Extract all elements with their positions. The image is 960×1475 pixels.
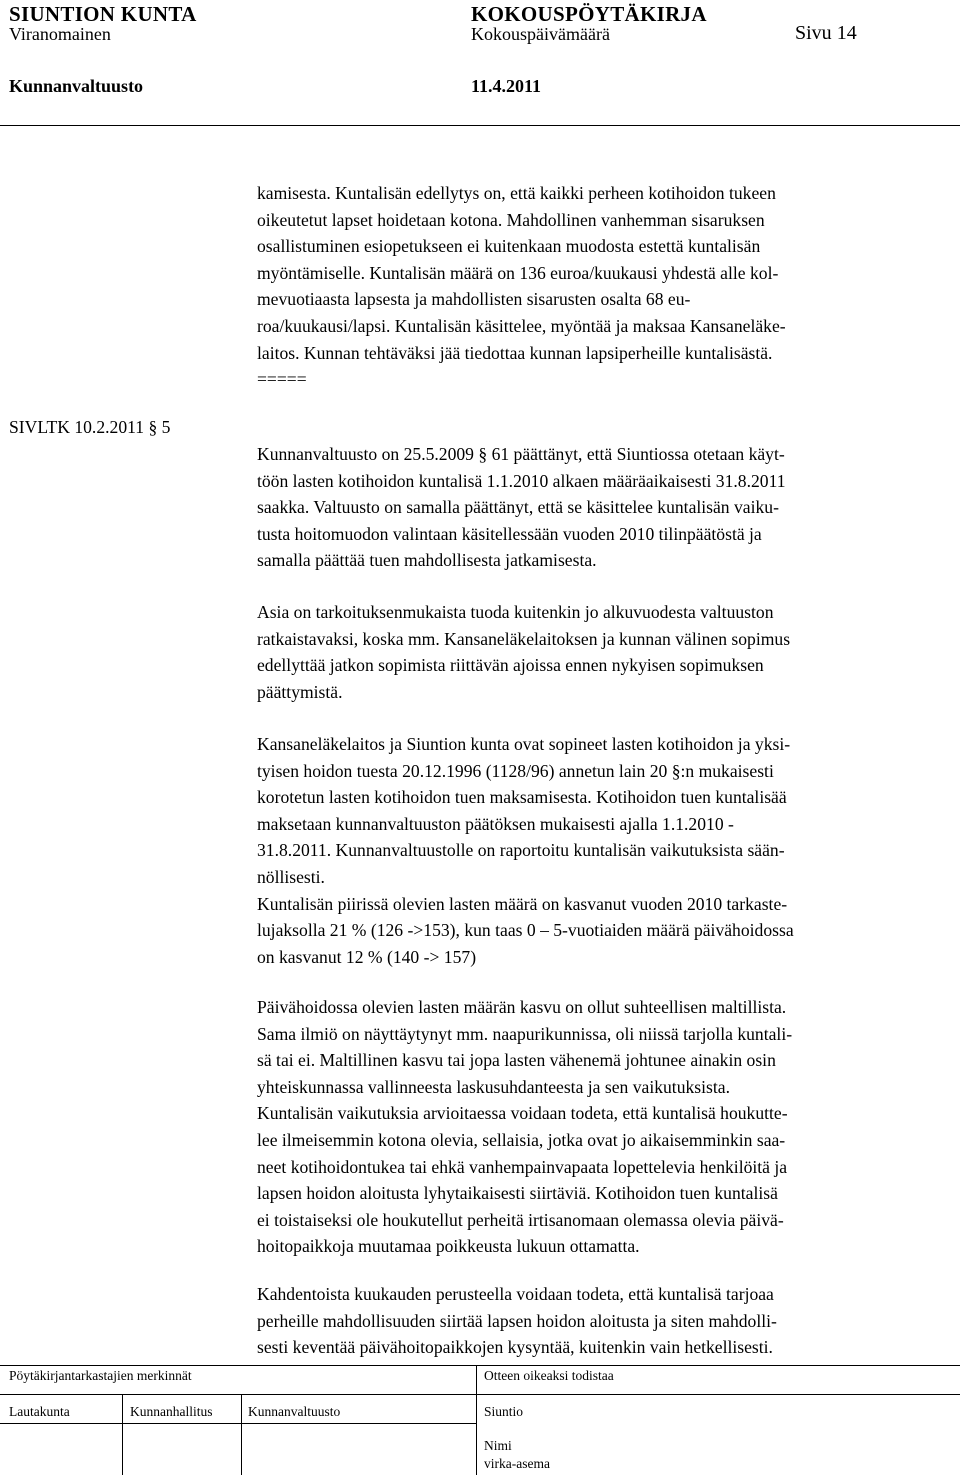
text-line: päättymistä. [257, 681, 343, 702]
text-line: ===== [257, 369, 307, 390]
paragraph-3 [257, 599, 947, 705]
section-reference: SIVLTK 10.2.2011 § 5 [9, 417, 171, 437]
text-line: lujaksolla 21 % (126 ->153), kun taas 0 – 5-vuotiaiden määrä päivähoidossa [257, 920, 794, 941]
footer-top-rule [0, 1365, 960, 1366]
footer-title-label: virka-asema [484, 1456, 550, 1471]
page-label: Sivu [795, 22, 832, 44]
paragraph-2 [257, 441, 947, 574]
text-line: Kunnanvaltuusto on 25.5.2009 § 61 päättänyt, että Siuntiossa otetaan käyt- [257, 444, 785, 464]
text-line: nöllisesti. [257, 866, 325, 887]
paragraph-5 [257, 994, 947, 1260]
text-line: oikeutetut lapset hoidetaan kotona. Mahdollinen vanhemman sisaruksen [257, 209, 765, 230]
text-line: osallistuminen esiopetukseen ei kuitenkaan muodosta estettä kuntalisän [257, 236, 761, 257]
meeting-date: 11.4.2011 [471, 76, 542, 96]
text-line: perheille mahdollisuuden siirtää lapsen hoidon aloitusta ja siten mahdolli- [257, 1310, 777, 1331]
text-line: Kahdentoista kuukauden perusteella voidaan todeta, että kuntalisä tarjoaa [257, 1284, 774, 1304]
footer-mid-rule [0, 1394, 960, 1395]
text-line: lapsen hoidon aloitusta lyhytaikaisesti siirtäviä. Kotihoidon tuen kuntalisä [257, 1183, 778, 1204]
footer-divider-2 [241, 1395, 242, 1475]
text-line: töön lasten kotihoidon kuntalisä 1.1.2010 alkaen määräaikaisesti 31.8.2011 [257, 470, 786, 491]
text-line: ratkaistavaksi, koska mm. Kansaneläkelaitoksen ja kunnan välinen sopimus [257, 628, 791, 649]
text-line: sä tai ei. Maltillinen kasvu tai jopa lasten vähenemä johtunee ainakin osin [257, 1050, 776, 1071]
text-line: yhteiskunnassa vallinneesta laskusuhdanteesta ja sen vaikutuksista. [257, 1076, 730, 1097]
text-line: Asia on tarkoituksenmukaista tuoda kuitenkin jo alkuvuodesta valtuuston [257, 602, 774, 622]
checkers-label: Pöytäkirjantarkastajien merkinnät [9, 1368, 192, 1383]
text-line: sesti keventää päivähoitopaikkojen kysyntää, kuitenkin vain hetkellisesti. [257, 1337, 773, 1358]
footer-divider-1 [122, 1395, 123, 1475]
header-divider [0, 125, 960, 126]
text-line: Kansaneläkelaitos ja Siuntion kunta ovat sopineet lasten kotihoidon ja yksi- [257, 734, 791, 754]
text-line: Kuntalisän vaikutuksia arvioitaessa voidaan todeta, että kuntalisä houkutte- [257, 1103, 788, 1124]
footer-divider-3 [476, 1366, 477, 1475]
text-line: kamisesta. Kuntalisän edellytys on, että kaikki perheen kotihoidon tukeen [257, 183, 776, 203]
text-line: maksetaan kunnanvaltuuston päätöksen mukaisesti ajalla 1.1.2010 - [257, 813, 734, 834]
text-line: roa/kuukausi/lapsi. Kuntalisän käsittelee, myöntää ja maksaa Kansaneläke- [257, 315, 786, 336]
footer-col-lautakunta: Lautakunta [9, 1404, 70, 1419]
text-line: saakka. Valtuusto on samalla päättänyt, että se käsittelee kuntalisän vaiku- [257, 497, 779, 518]
text-line: lee ilmeisemmin kotona olevia, sellaisia, jotka ovat jo aikaisemminkin saa- [257, 1129, 786, 1150]
text-line: Kuntalisän piirissä olevien lasten määrä on kasvanut vuoden 2010 tarkaste- [257, 893, 788, 914]
text-line: myöntämiselle. Kuntalisän määrä on 136 euroa/kuukausi yhdestä alle kol- [257, 262, 779, 283]
footer-name-label: Nimi [484, 1438, 512, 1453]
footer-col-kunnanvaltuusto: Kunnanvaltuusto [248, 1404, 341, 1419]
authority-name: Kunnanvaltuusto [9, 76, 144, 96]
text-line: on kasvanut 12 % (140 -> 157) [257, 946, 477, 967]
text-line: samalla päättää tuen mahdollisesta jatkamisesta. [257, 550, 597, 571]
text-line: edellyttää jatkon sopimista riittävän ajoissa ennen nykyisen sopimuksen [257, 655, 764, 676]
paragraph-4 [257, 731, 947, 970]
certified-label: Otteen oikeaksi todistaa [484, 1368, 614, 1383]
text-line: tyisen hoidon tuesta 20.12.1996 (1128/96) annetun lain 20 §:n mukaisesti [257, 760, 774, 781]
page-indicator [795, 22, 857, 45]
text-line: 31.8.2011. Kunnanvaltuustolle on raportoitu kuntalisän vaikutuksista sään- [257, 840, 785, 861]
authority-label: Viranomainen [9, 24, 111, 44]
document-type: KOKOUSPÖYTÄKIRJA [471, 2, 707, 26]
text-line: korotetun lasten kotihoidon tuen maksamisesta. Kotihoidon tuen kuntalisää [257, 787, 787, 808]
text-line: ei toistaiseksi ole houkutellut perheitä irtisanomaan olemassa olevia päivä- [257, 1209, 784, 1230]
footer-signature-rule [0, 1423, 476, 1424]
text-line: neet kotihoidontukea tai ehkä vanhempainvapaata lopettelevia henkilöitä ja [257, 1156, 788, 1177]
meeting-date-label: Kokouspäivämäärä [471, 24, 610, 44]
text-line: Päivähoidossa olevien lasten määrän kasvu on ollut suhteellisen maltillista. [257, 997, 787, 1017]
paragraph-6 [257, 1281, 947, 1361]
text-line: mevuotiaasta lapsesta ja mahdollisten sisarusten osalta 68 eu- [257, 289, 691, 310]
text-line: tusta hoitomuodon valintaan käsitellessään vuoden 2010 tilinpäätöstä ja [257, 523, 762, 544]
footer-place: Siuntio [484, 1404, 524, 1419]
page-number: 14 [836, 22, 857, 44]
organization-name: SIUNTION KUNTA [9, 2, 197, 26]
text-line: laitos. Kunnan tehtäväksi jää tiedottaa kunnan lapsiperheille kuntalisästä. [257, 342, 773, 363]
text-line: Sama ilmiö on näyttäytynyt mm. naapurikunnissa, oli niissä tarjolla kuntali- [257, 1023, 793, 1044]
text-line: hoitopaikkoja muutamaa poikkeusta lukuun ottamatta. [257, 1236, 640, 1257]
paragraph-1 [257, 180, 947, 393]
footer-col-kunnanhallitus: Kunnanhallitus [130, 1404, 213, 1419]
